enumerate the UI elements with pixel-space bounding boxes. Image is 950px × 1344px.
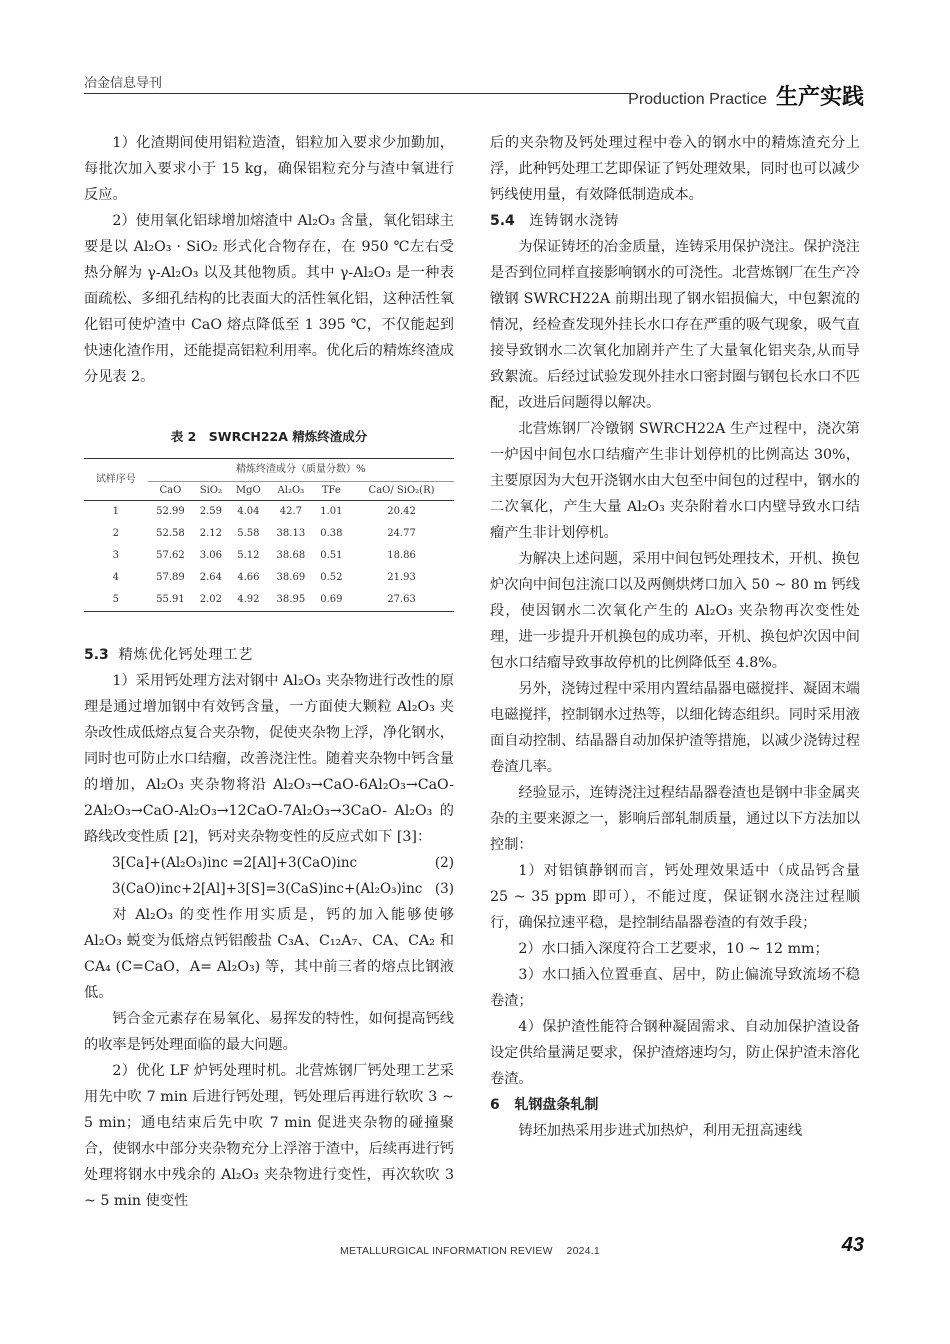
- table-cell: 52.58: [156, 528, 185, 539]
- magazine-name: METALLURGICAL INFORMATION REVIEW 2024.1: [340, 1245, 600, 1257]
- header-rule: [84, 93, 636, 94]
- paragraph: 3）水口插入位置垂直、居中，防止偏流导致流场不稳卷渣；: [490, 967, 860, 1009]
- paragraph: 经验显示，连铸浇注过程结晶器卷渣也是钢中非金属夹杂的主要来源之一，影响后部轧制质量，通过以下方法加以控制：: [490, 785, 860, 853]
- paragraph: 2）优化 LF 炉钙处理时机。北营炼钢厂钙处理工艺采用先中吹 7 min 后进行钙处理，钙处理后再进行软吹 3 ~ 5 min；通电结束后先中吹 7 min 促进夹杂物的碰撞聚合，使钢水中部分夹杂物充分上浮溶于渣中，后续再进行钙处理将钢水中残余的 Al₂O₃ 夹杂物进行变性，再次软吹 3 ~ 5 min 使变性: [84, 1063, 454, 1209]
- table-cell: 2.02: [193, 589, 228, 612]
- table-cell: 38.13: [276, 528, 306, 539]
- table-cell: 2.64: [199, 572, 222, 583]
- left-column: [84, 130, 454, 1214]
- heading-number: 6: [490, 1097, 500, 1113]
- paragraph: 2）使用氧化铝球增加熔渣中 Al₂O₃ 含量，氧化铝球主要是以 Al₂O₃ · SiO₂ 形式化合物存在，在 950 ℃左右受热分解为 γ-Al₂O₃ 以及其他物质。其中 γ-Al₂O₃ 是一种表面疏松、多细孔结构的比表面大的活性氧化铝，这种活性氧化铝可使炉渣中 CaO 熔点降低至 1 395 ℃，不仅能起到快速化渣作用，还能提高铝粒利用率。优化后的精炼终渣成分见表 2。: [84, 213, 454, 385]
- table-row: [84, 589, 454, 612]
- section-title-en: Production Practice: [628, 91, 767, 108]
- table-cell: 42.7: [279, 506, 302, 517]
- formula-text: 3[Ca]+(Al₂O₃)inc =2[Al]+3(CaO)inc: [112, 855, 358, 871]
- heading-title: 轧钢盘条轧制: [514, 1097, 599, 1113]
- heading-title: 连铸钢水浇铸: [529, 213, 620, 229]
- formula-number: (3): [434, 881, 454, 897]
- section-header: [628, 80, 864, 111]
- paragraph: 为解决上述问题，采用中间包钙处理技术，开机、换包炉次向中间包注流口以及两侧烘烤口加入 50 ~ 80 m 钙线段，使因钢水二次氧化产生的 Al₂O₃ 夹杂物再次变性处理，进一步提升开机换包的成功率，开机、换包炉次因中间包水口结瘤导致事故停机的比例降低至 4.8%。: [490, 551, 860, 671]
- table-cell: 5.12: [237, 550, 260, 561]
- formula-2: [84, 850, 454, 876]
- table-col-header: TFe: [314, 482, 349, 501]
- col-sample: 试样序号: [84, 459, 148, 501]
- table-cell: 55.91: [148, 589, 194, 612]
- page-number: 43: [841, 1234, 864, 1256]
- section-title-cn: 生产实践: [775, 85, 864, 110]
- table-cell: 4.66: [237, 572, 260, 583]
- journal-title: 冶金信息导刊: [84, 76, 163, 91]
- table-cell: 21.93: [387, 572, 416, 583]
- paragraph: 铸坯加热采用步进式加热炉，利用无扭高速线: [518, 1123, 803, 1139]
- paragraph: 4）保护渣性能符合钢种凝固需求、自动加保护渣设备设定供给量满足要求，保护渣熔速均匀，防止保护渣未溶化卷渣。: [490, 1019, 860, 1087]
- table-cell: 2.59: [199, 506, 222, 517]
- table-col-header: CaO/ SiO₂(R): [349, 482, 454, 501]
- table-cell: 3.06: [199, 550, 222, 561]
- table-cell: 5: [84, 589, 148, 612]
- col-group: 精炼终渣成分（质量分数）%: [148, 459, 454, 482]
- table-2: [84, 424, 454, 612]
- table-cell: 3: [112, 550, 119, 561]
- table-caption: 表 2 SWRCH22A 精炼终渣成分: [170, 429, 368, 444]
- table-cell: 2.12: [199, 528, 222, 539]
- slag-composition-table: [84, 458, 454, 612]
- section-heading-5-4: [490, 208, 860, 234]
- formula-3: [84, 876, 454, 902]
- table-cell: 0.52: [320, 572, 343, 583]
- table-cell: 1.01: [320, 506, 343, 517]
- table-cell: 57.62: [156, 550, 185, 561]
- table-cell: 38.95: [268, 589, 314, 612]
- table-row: [84, 567, 454, 589]
- table-cell: 0.69: [314, 589, 349, 612]
- heading-title: 精炼优化钙处理工艺: [118, 647, 254, 663]
- table-cell: 20.42: [387, 506, 416, 517]
- table-row: [84, 545, 454, 567]
- table-row: [84, 501, 454, 524]
- paragraph: 2）水口插入深度符合工艺要求，10 ~ 12 mm；: [518, 941, 829, 957]
- table-cell: 5.58: [237, 528, 260, 539]
- paragraph: 为保证铸坯的冶金质量，连铸采用保护浇注。保护浇注是否到位同样直接影响钢水的可浇性。北营炼钢厂在生产冷镦钢 SWRCH22A 前期出现了钢水铝损偏大，中包絮流的情况，经检查发现外挂长水口存在严重的吸气现象，吸气直接导致钢水二次氧化加剧并产生了大量氧化铝夹杂,从而导致絮流。后经过试验发现外挂水口密封圈与钢包长水口不匹配，改进后问题得以解决。: [490, 239, 860, 411]
- table-cell: 27.63: [349, 589, 454, 612]
- table-col-header: CaO: [148, 482, 194, 501]
- section-heading-5-3: [84, 642, 454, 668]
- table-cell: 4.92: [229, 589, 269, 612]
- paragraph: 1）采用钙处理方法对钢中 Al₂O₃ 夹杂物进行改性的原理是通过增加钢中有效钙含量，一方面使大颗粒 Al₂O₃ 夹杂改性成低熔点复合夹杂物，促使夹杂物上浮，净化钢水，同时也可防止水口结瘤，改善浇注性。随着夹杂物中钙含量的增加，Al₂O₃ 夹杂物将沿 Al₂O₃→CaO-6Al₂O₃→CaO-2Al₂O₃→CaO-Al₂O₃→12CaO-7Al₂O₃→3CaO- Al₂O₃ 的路线改变性质 [2]，钙对夹杂物变性的反应式如下 [3]：: [84, 673, 454, 845]
- paragraph: 后的夹杂物及钙处理过程中卷入的钢水中的精炼渣充分上浮，此种钙处理工艺即保证了钙处理效果，同时也可以减少钙线使用量，有效降低制造成本。: [490, 135, 860, 203]
- paragraph: 另外，浇铸过程中采用内置结晶器电磁搅拌、凝固末端电磁搅拌，控制钢水过热等，以细化铸态组织。同时采用液面自动控制、结晶器自动加保护渣等措施，以减少浇铸过程卷渣几率。: [490, 681, 860, 775]
- table-cell: 38.68: [276, 550, 306, 561]
- table-row: [84, 523, 454, 545]
- paragraph: 北营炼钢厂冷镦钢 SWRCH22A 生产过程中，浇次第一炉因中间包水口结瘤产生非计划停机的比例高达 30%，主要原因为大包开浇钢水由大包至中间包的过程中，钢水的二次氧化，产生大量 Al₂O₃ 夹杂附着水口内壁导致水口结瘤产生非计划停机。: [490, 421, 860, 541]
- right-column: [490, 130, 860, 1144]
- table-cell: 0.51: [320, 550, 343, 561]
- paragraph: 钙合金元素存在易氧化、易挥发的特性，如何提高钙线的收率是钙处理面临的最大问题。: [84, 1011, 454, 1053]
- paragraph: 1）对铝镇静钢而言，钙处理效果适中（成品钙含量 25 ~ 35 ppm 即可），不能过度，保证钢水浇注过程顺行，确保拉速平稳，是控制结晶器卷渣的有效手段；: [490, 863, 860, 931]
- table-cell: 38.69: [276, 572, 306, 583]
- table-cell: 52.99: [156, 506, 185, 517]
- table-cell: 1: [112, 506, 119, 517]
- table-col-header: Al₂O₃: [268, 482, 314, 501]
- formula-text: 3(CaO)inc+2[Al]+3[S]=3(CaS)inc+(Al₂O₃)inc: [112, 881, 423, 897]
- heading-number: 5.4: [490, 213, 515, 229]
- table-cell: 2: [112, 528, 119, 539]
- table-cell: 4: [112, 572, 119, 583]
- heading-number: 5.3: [84, 647, 109, 663]
- paragraph: 对 Al₂O₃ 的变性作用实质是，钙的加入能够使够 Al₂O₃ 蜕变为低熔点钙铝酸盐 C₃A、C₁₂A₇、CA、CA₂ 和 CA₄ (C=CaO，A= Al₂O₃) 等，其中前三者的熔点比钢液低。: [84, 907, 454, 1001]
- table-cell: 24.77: [387, 528, 416, 539]
- table-col-header: MgO: [229, 482, 269, 501]
- table-cell: 18.86: [387, 550, 416, 561]
- formula-number: (2): [434, 855, 454, 871]
- table-cell: 0.38: [320, 528, 343, 539]
- table-col-header: SiO₂: [193, 482, 228, 501]
- section-heading-6: [490, 1092, 860, 1118]
- paragraph: 1）化渣期间使用铝粒造渣，铝粒加入要求少加勤加，每批次加入要求小于 15 kg，确保铝粒充分与渣中氧进行反应。: [84, 135, 454, 203]
- table-cell: 4.04: [237, 506, 260, 517]
- table-cell: 57.89: [156, 572, 185, 583]
